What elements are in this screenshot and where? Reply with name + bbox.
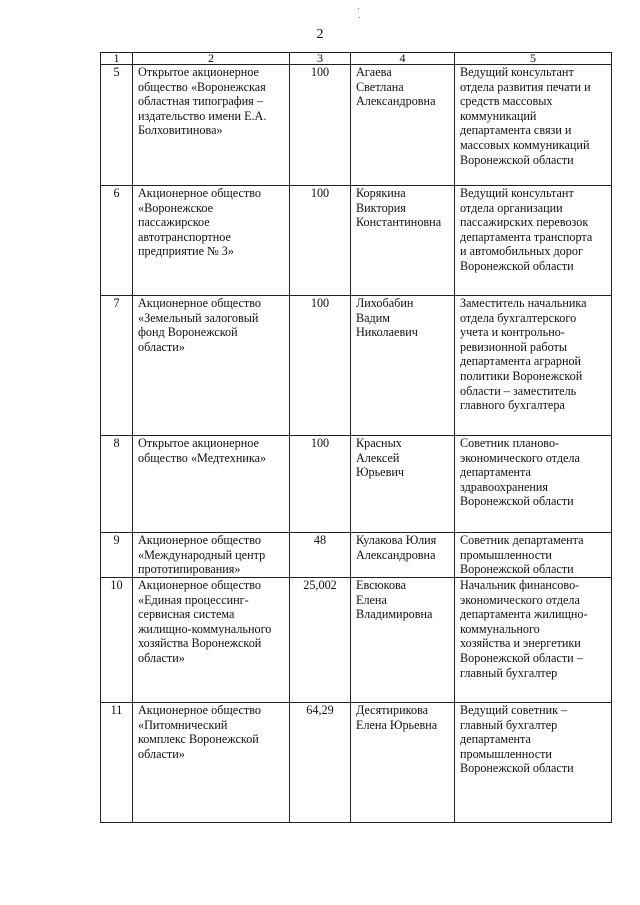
representative-name: Корякина Виктория Константиновна	[351, 186, 455, 296]
column-number: 4	[351, 53, 455, 65]
column-number-row	[101, 53, 612, 65]
representative-position: Заместитель начальника отдела бухгалтерского учета и контрольно- ревизионной работы департамента аграрной политики Воронежской области – заместитель главного бухгалтера	[455, 296, 612, 436]
row-number: 10	[101, 578, 133, 703]
representative-name: Евсюкова Елена Владимировна	[351, 578, 455, 703]
row-number: 8	[101, 436, 133, 533]
state-share: 48	[290, 533, 351, 578]
row-number: 5	[101, 65, 133, 186]
scan-specks	[356, 6, 362, 26]
registry-table	[100, 52, 612, 823]
organization-name: Акционерное общество «Земельный залоговый фонд Воронежской области»	[133, 296, 290, 436]
state-share: 100	[290, 436, 351, 533]
organization-name: Акционерное общество «Воронежское пассажирское автотранспортное предприятие № 3»	[133, 186, 290, 296]
table-row	[101, 65, 612, 186]
table-row	[101, 296, 612, 436]
representative-position: Советник планово- экономического отдела департамента здравоохранения Воронежской области	[455, 436, 612, 533]
row-number: 6	[101, 186, 133, 296]
organization-name: Акционерное общество «Единая процессинг- сервисная система жилищно-коммунального хозяйства Воронежской области»	[133, 578, 290, 703]
row-number: 7	[101, 296, 133, 436]
state-share: 25,002	[290, 578, 351, 703]
state-share: 100	[290, 186, 351, 296]
column-number: 2	[133, 53, 290, 65]
row-number: 9	[101, 533, 133, 578]
representative-name: Красных Алексей Юрьевич	[351, 436, 455, 533]
state-share: 64,29	[290, 703, 351, 823]
organization-name: Открытое акционерное общество «Воронежская областная типография – издательство имени Е.А. Болховитинова»	[133, 65, 290, 186]
table-row	[101, 703, 612, 823]
representative-name: Десятирикова Елена Юрьевна	[351, 703, 455, 823]
representative-position: Начальник финансово- экономического отдела департамента жилищно- коммунального хозяйства и энергетики Воронежской области – главный бухгалтер	[455, 578, 612, 703]
row-number: 11	[101, 703, 133, 823]
column-number: 3	[290, 53, 351, 65]
state-share: 100	[290, 296, 351, 436]
representative-position: Советник департамента промышленности Воронежской области	[455, 533, 612, 578]
organization-name: Акционерное общество «Международный центр прототипирования»	[133, 533, 290, 578]
representative-position: Ведущий консультант отдела организации пассажирских перевозок департамента транспорта и автомобильных дорог Воронежской области	[455, 186, 612, 296]
representative-name: Кулакова Юлия Александровна	[351, 533, 455, 578]
table-row	[101, 436, 612, 533]
representative-name: Агаева Светлана Александровна	[351, 65, 455, 186]
page-number: 2	[316, 27, 324, 42]
organization-name: Акционерное общество «Питомнический комплекс Воронежской области»	[133, 703, 290, 823]
representative-position: Ведущий советник – главный бухгалтер департамента промышленности Воронежской области	[455, 703, 612, 823]
table-row	[101, 578, 612, 703]
column-number: 1	[101, 53, 133, 65]
table-row	[101, 533, 612, 578]
column-number: 5	[455, 53, 612, 65]
table-row	[101, 186, 612, 296]
state-share: 100	[290, 65, 351, 186]
representative-position: Ведущий консультант отдела развития печати и средств массовых коммуникаций департамента связи и массовых коммуникаций Воронежской области	[455, 65, 612, 186]
representative-name: Лихобабин Вадим Николаевич	[351, 296, 455, 436]
organization-name: Открытое акционерное общество «Медтехника»	[133, 436, 290, 533]
